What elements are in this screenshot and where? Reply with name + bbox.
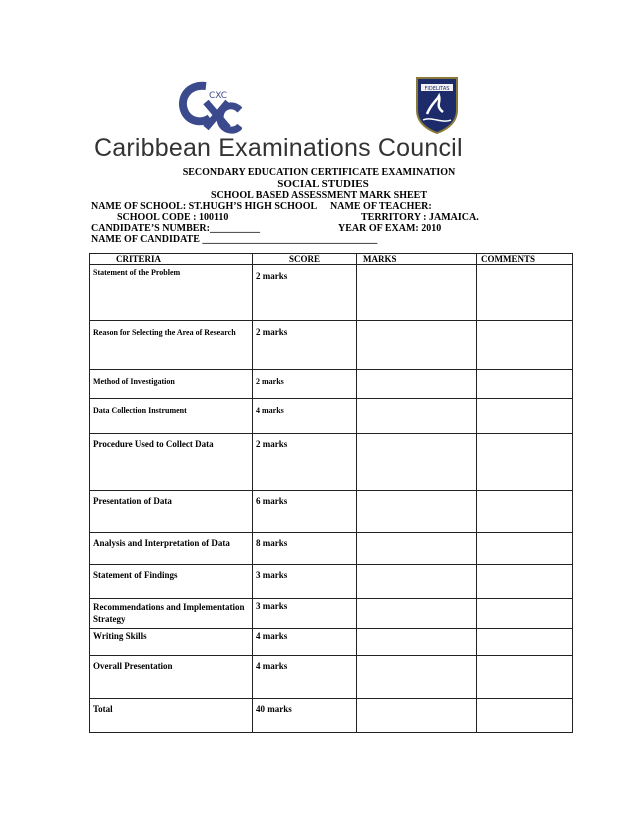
table-row	[90, 321, 573, 370]
marks-cell[interactable]	[357, 533, 477, 565]
criteria-cell: Writing Skills	[90, 629, 253, 656]
comments-cell[interactable]	[477, 491, 573, 533]
criteria-cell: Statement of the Problem	[90, 265, 253, 321]
candidate-name-label: NAME OF CANDIDATE ___________________________________	[91, 234, 378, 245]
marks-header: MARKS	[357, 254, 477, 265]
exam-year-label: YEAR OF EXAM: 2010	[338, 223, 442, 234]
marks-cell[interactable]	[357, 321, 477, 370]
table-row	[90, 491, 573, 533]
comments-cell[interactable]	[477, 599, 573, 629]
crest-motto: FIDELITAS	[424, 86, 450, 92]
marks-cell[interactable]	[357, 491, 477, 533]
mark-sheet-table	[89, 253, 573, 733]
candidate-number-label: CANDIDATE’S NUMBER:__________	[91, 223, 260, 234]
score-cell: 40 marks	[253, 699, 357, 733]
comments-cell[interactable]	[477, 399, 573, 434]
comments-cell[interactable]	[477, 699, 573, 733]
criteria-cell: Data Collection Instrument	[90, 399, 253, 434]
comments-cell[interactable]	[477, 434, 573, 491]
criteria-cell: Presentation of Data	[90, 491, 253, 533]
score-cell: 2 marks	[253, 434, 357, 491]
table-row	[90, 599, 573, 629]
marks-cell[interactable]	[357, 265, 477, 321]
score-cell: 4 marks	[253, 399, 357, 434]
table-row	[90, 399, 573, 434]
comments-cell[interactable]	[477, 265, 573, 321]
marks-cell[interactable]	[357, 629, 477, 656]
table-row	[90, 434, 573, 491]
criteria-cell: Procedure Used to Collect Data	[90, 434, 253, 491]
marks-cell[interactable]	[357, 565, 477, 599]
marks-cell[interactable]	[357, 370, 477, 399]
criteria-cell: Recommendations and Implementation Strategy	[90, 599, 253, 629]
comments-cell[interactable]	[477, 629, 573, 656]
criteria-cell: Reason for Selecting the Area of Research	[90, 321, 253, 370]
table-row	[90, 656, 573, 699]
table-row	[90, 565, 573, 599]
comments-cell[interactable]	[477, 656, 573, 699]
score-cell: 8 marks	[253, 533, 357, 565]
subject-title: SOCIAL STUDIES	[277, 178, 369, 190]
score-cell: 4 marks	[253, 656, 357, 699]
score-cell: 2 marks	[253, 265, 357, 321]
territory-label: TERRITORY : JAMAICA.	[361, 212, 479, 223]
school-name-label: NAME OF SCHOOL: ST.HUGH’S HIGH SCHOOL	[91, 201, 318, 212]
score-cell: 4 marks	[253, 629, 357, 656]
exam-title: SECONDARY EDUCATION CERTIFICATE EXAMINATION	[182, 167, 456, 178]
marks-cell[interactable]	[357, 599, 477, 629]
teacher-name-label: NAME OF TEACHER:	[330, 201, 432, 212]
school-code-label: SCHOOL CODE : 100110	[117, 212, 229, 223]
score-cell: 2 marks	[253, 370, 357, 399]
table-row	[90, 265, 573, 321]
cxc-monogram-icon	[176, 80, 242, 136]
comments-cell[interactable]	[477, 321, 573, 370]
logo-monogram-text: CXC	[209, 91, 228, 101]
table-header-row	[90, 254, 573, 265]
criteria-cell: Total	[90, 699, 253, 733]
marks-cell[interactable]	[357, 399, 477, 434]
comments-cell[interactable]	[477, 533, 573, 565]
sheet-title: SCHOOL BASED ASSESSMENT MARK SHEET	[211, 190, 427, 201]
table-row	[90, 629, 573, 656]
criteria-cell: Method of Investigation	[90, 370, 253, 399]
score-cell: 2 marks	[253, 321, 357, 370]
score-cell: 6 marks	[253, 491, 357, 533]
comments-cell[interactable]	[477, 565, 573, 599]
marks-cell[interactable]	[357, 699, 477, 733]
table-row	[90, 533, 573, 565]
marks-cell[interactable]	[357, 434, 477, 491]
criteria-cell: Overall Presentation	[90, 656, 253, 699]
criteria-cell: Statement of Findings	[90, 565, 253, 599]
criteria-cell: Analysis and Interpretation of Data	[90, 533, 253, 565]
org-name: Caribbean Examinations Council	[94, 134, 463, 162]
comments-cell[interactable]	[477, 370, 573, 399]
criteria-header: CRITERIA	[90, 254, 253, 265]
table-row	[90, 370, 573, 399]
marks-cell[interactable]	[357, 656, 477, 699]
score-cell: 3 marks	[253, 565, 357, 599]
score-cell: 3 marks	[253, 599, 357, 629]
school-crest-icon	[415, 76, 459, 134]
comments-header: COMMENTS	[477, 254, 573, 265]
table-row	[90, 699, 573, 733]
score-header: SCORE	[253, 254, 357, 265]
